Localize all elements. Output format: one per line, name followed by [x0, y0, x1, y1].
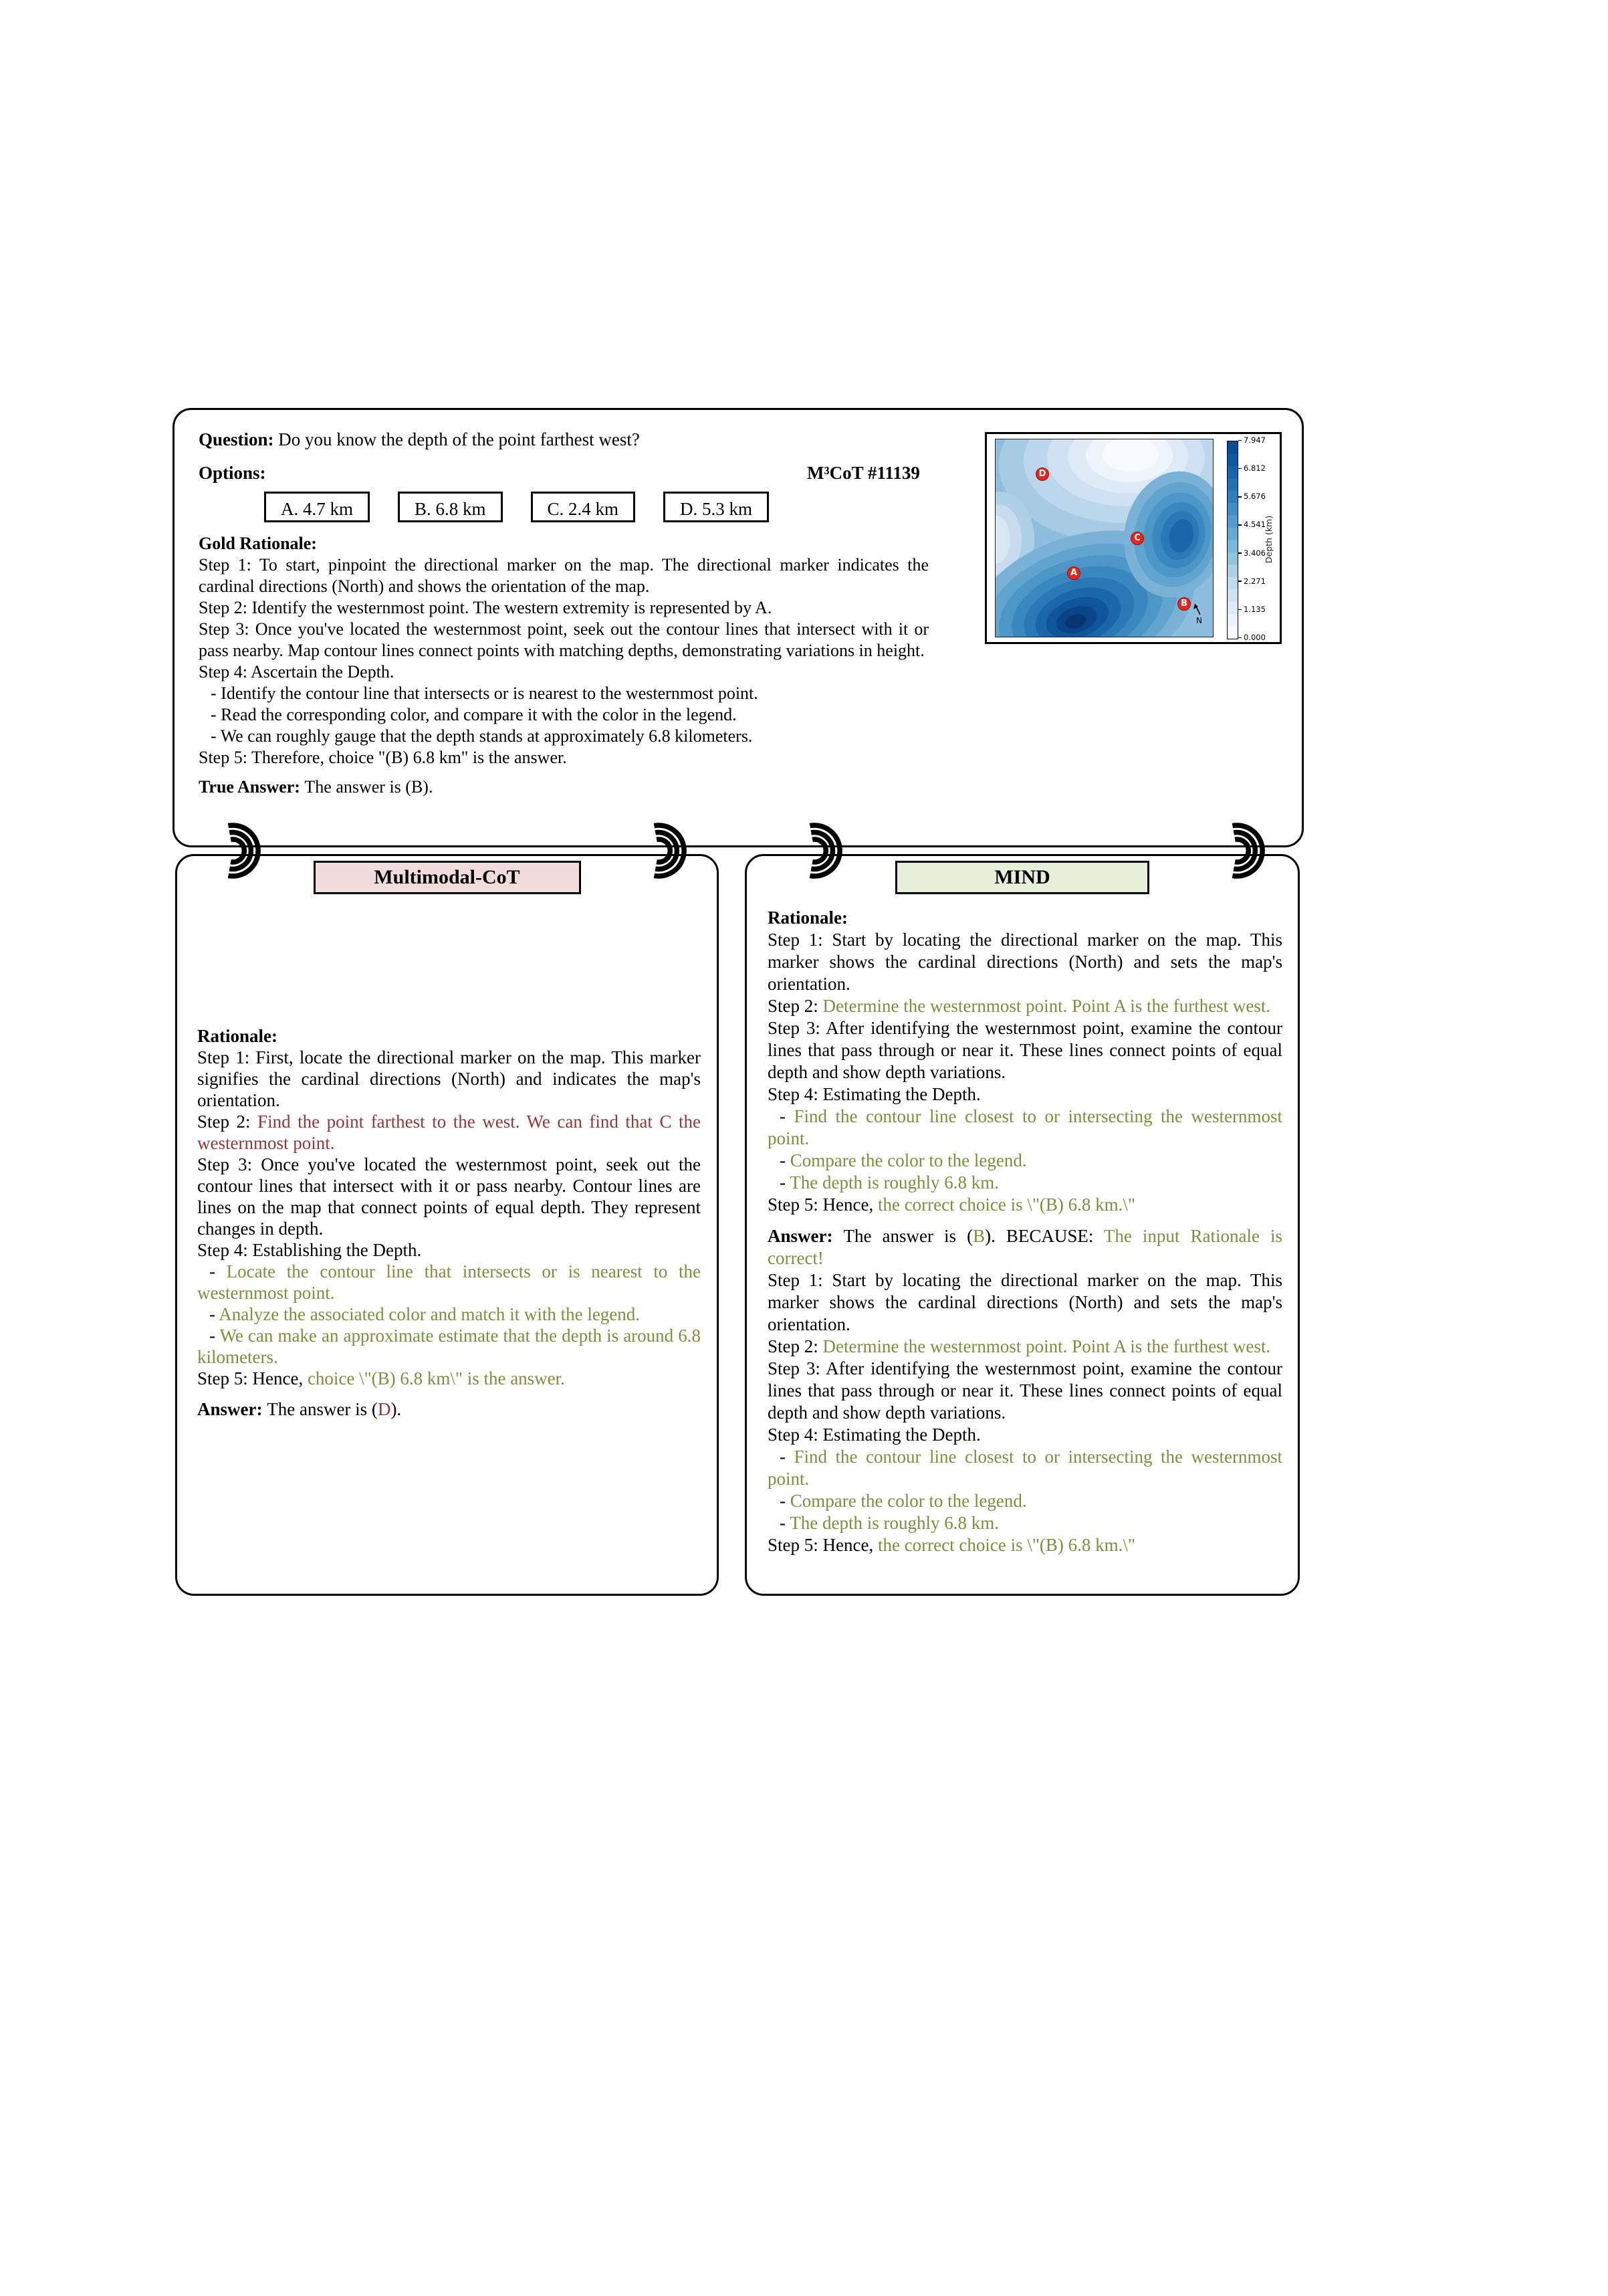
colorbar-tick: 2.271 [1238, 577, 1266, 586]
rationale-paragraph: Step 2: Find the point farthest to the west. We can find that C the westernmost point. [197, 1112, 701, 1153]
rationale-paragraph: - Compare the color to the legend. [780, 1150, 1027, 1170]
map-point-marker-A: A [1067, 566, 1080, 580]
options-label: Options: [199, 463, 266, 483]
rationale-paragraph: - Identify the contour line that intersects or is nearest to the westernmost point. [211, 684, 758, 703]
colorbar-tick: 7.947 [1238, 435, 1266, 445]
colorbar-axis-label: Depth (km) [1264, 515, 1274, 564]
rationale-paragraph: Step 2: Identify the westernmost point. The western extremity is represented by A. [199, 598, 772, 617]
connector-swirl-icon [632, 821, 688, 880]
map-point-marker-D: D [1036, 467, 1049, 481]
rationale-paragraph: Step 3: After identifying the westernmost point, examine the contour lines that pass through or near it. These lines connect points of equal depth and show depth variations. [768, 1358, 1282, 1423]
rationale-paragraph: Step 1: To start, pinpoint the directional marker on the map. The directional marker indicates the cardinal directions (North) and shows the orientation of the map. [199, 555, 929, 596]
rationale-paragraph: - Analyze the associated color and match it with the legend. [209, 1304, 641, 1324]
rationale-paragraph: - The depth is roughly 6.8 km. [780, 1513, 999, 1533]
question-text: Do you know the depth of the point farthest west? [273, 429, 640, 449]
rationale-paragraph: - We can make an approximate estimate that the depth is around 6.8 kilometers. [197, 1326, 701, 1367]
colorbar-tick: 5.676 [1238, 492, 1266, 501]
rationale-paragraph: - Locate the contour line that intersects or is nearest to the westernmost point. [197, 1261, 701, 1303]
gold-rationale-steps [199, 554, 929, 768]
rationale-paragraph: Step 5: Hence, the correct choice is \"(B) 6.8 km.\" [768, 1535, 1135, 1555]
colorbar-tick: 1.135 [1238, 605, 1266, 614]
connector-swirl-icon [206, 821, 262, 880]
mind-panel [745, 854, 1300, 1596]
mind-rationale [768, 907, 1282, 1556]
rationale-paragraph: Step 1: Start by locating the directional marker on the map. This marker shows the cardinal directions (North) and sets the map's orientation. [768, 1270, 1282, 1334]
multimodal-cot-panel [175, 854, 719, 1596]
rationale-paragraph: - We can roughly gauge that the depth stands at approximately 6.8 kilometers. [211, 726, 753, 746]
rationale-paragraph: Step 5: Therefore, choice "(B) 6.8 km" is the answer. [199, 748, 567, 767]
rationale-paragraph: Step 4: Estimating the Depth. [768, 1425, 981, 1445]
north-label: N [1196, 616, 1202, 625]
rationale-paragraph: Step 5: Hence, the correct choice is \"(B) 6.8 km.\" [768, 1194, 1135, 1215]
rationale-paragraph: Answer: The answer is (D). [197, 1399, 402, 1419]
depth-colorbar [1227, 441, 1238, 639]
question-box [173, 408, 1304, 847]
rationale-paragraph: Step 1: Start by locating the directional marker on the map. This marker shows the cardinal directions (North) and sets the map's orientation. [768, 930, 1282, 994]
rationale-paragraph: Step 4: Establishing the Depth. [197, 1240, 422, 1260]
contour-map-plot [995, 439, 1214, 637]
rationale-paragraph: - Find the contour line closest to or intersecting the westernmost point. [768, 1106, 1282, 1148]
gold-rationale-label: Gold Rationale: [199, 534, 317, 553]
rationale-paragraph: Answer: The answer is (B). BECAUSE: The input Rationale is correct! [768, 1226, 1282, 1268]
colorbar-tick: 6.812 [1238, 463, 1266, 473]
rationale-paragraph: Rationale: [768, 908, 848, 928]
dataset-id-tag: M³CoT #11139 [807, 463, 920, 483]
multimodal-cot-title: Multimodal-CoT [314, 861, 581, 894]
rationale-paragraph: Step 2: Determine the westernmost point. Point A is the furthest west. [768, 996, 1271, 1016]
question-label: Question: [199, 429, 274, 449]
rationale-paragraph: Step 3: Once you've located the westernmost point, seek out the contour lines that intersect with it or pass nearby. Map contour lines connect points with matching depths, demonstrating variations in height. [199, 619, 929, 660]
option-box: D. 5.3 km [663, 492, 769, 522]
rationale-paragraph: True Answer: The answer is (B). [199, 777, 433, 797]
rationale-paragraph: - Read the corresponding color, and compare it with the color in the legend. [211, 705, 737, 724]
option-box: B. 6.8 km [398, 492, 503, 522]
rationale-paragraph: Step 1: First, locate the directional marker on the map. This marker signifies the cardinal directions (North) and indicates the map's orientation. [197, 1047, 701, 1110]
rationale-paragraph: Step 3: Once you've located the westernmost point, seek out the contour lines that intersect with it or pass nearby. Contour lines are lines on the map that connect points of equal depth. They represent changes in depth. [197, 1154, 701, 1239]
rationale-paragraph: Step 4: Estimating the Depth. [768, 1084, 981, 1104]
rationale-paragraph: - Compare the color to the legend. [780, 1491, 1027, 1511]
colorbar-tick: 4.541 [1238, 520, 1266, 529]
rationale-paragraph: Rationale: [197, 1026, 277, 1046]
rationale-paragraph: - The depth is roughly 6.8 km. [780, 1172, 999, 1192]
map-point-marker-C: C [1131, 532, 1144, 545]
colorbar-tick: 0.000 [1238, 633, 1266, 642]
mind-title: MIND [895, 861, 1149, 894]
multimodal-cot-rationale [197, 1025, 701, 1420]
rationale-paragraph: Step 3: After identifying the westernmost point, examine the contour lines that pass through or near it. These lines connect points of equal depth and show depth variations. [768, 1018, 1282, 1082]
map-point-marker-B: B [1177, 597, 1191, 611]
rationale-paragraph: Step 5: Hence, choice \"(B) 6.8 km\" is the answer. [197, 1368, 565, 1388]
connector-swirl-icon [788, 821, 844, 880]
rationale-paragraph: - Find the contour line closest to or intersecting the westernmost point. [768, 1447, 1282, 1489]
rationale-paragraph: Step 2: Determine the westernmost point. Point A is the furthest west. [768, 1336, 1271, 1356]
contour-map-figure [985, 432, 1282, 644]
colorbar-tick: 3.406 [1238, 548, 1266, 558]
rationale-paragraph: Step 4: Ascertain the Depth. [199, 662, 394, 682]
connector-swirl-icon [1210, 821, 1266, 880]
option-box: C. 2.4 km [531, 492, 636, 522]
option-box: A. 4.7 km [264, 492, 370, 522]
true-answer [199, 776, 929, 798]
